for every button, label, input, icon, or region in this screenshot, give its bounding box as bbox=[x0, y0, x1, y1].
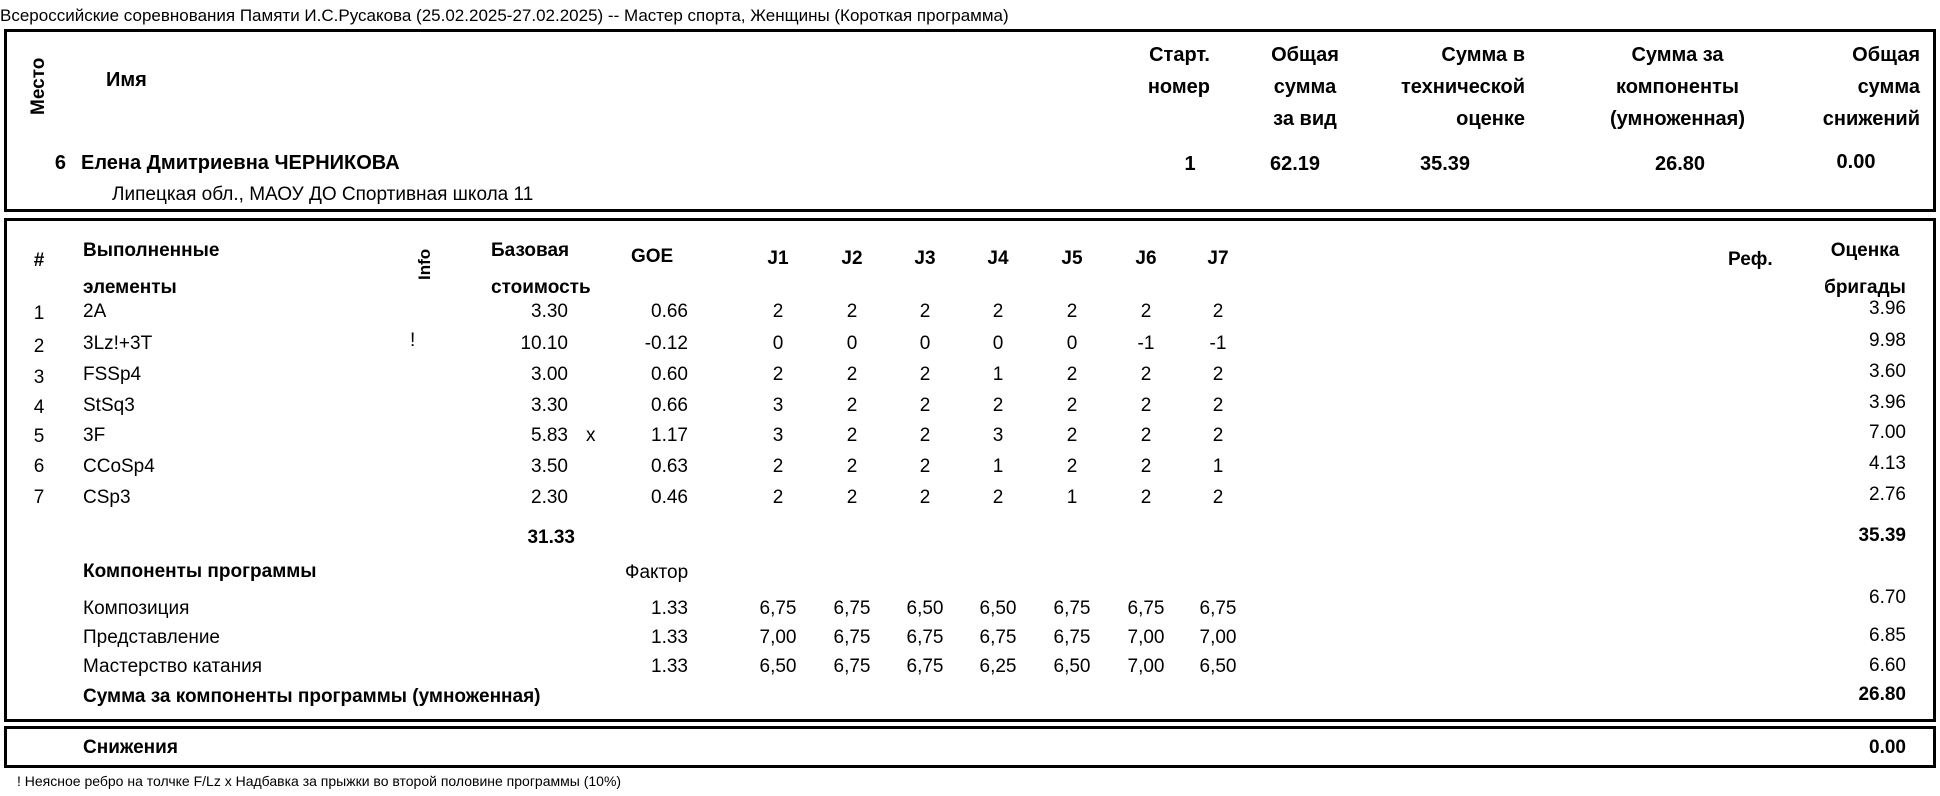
component-judge-score: 6,75 bbox=[833, 656, 871, 677]
judge-score: 2 bbox=[1212, 487, 1224, 508]
judge-score: 2 bbox=[992, 487, 1004, 508]
judge-header: J4 bbox=[987, 248, 1009, 269]
skater-club: Липецкая обл., МАОУ ДО Спортивная школа 11 bbox=[112, 184, 534, 205]
judge-header: J7 bbox=[1207, 248, 1229, 269]
element-code: CSp3 bbox=[83, 487, 131, 508]
header-line: номер bbox=[1147, 76, 1210, 98]
judge-score: 2 bbox=[1066, 425, 1078, 446]
judge-score: 2 bbox=[1066, 301, 1078, 322]
factor-header: Фактор bbox=[625, 562, 689, 583]
element-code: StSq3 bbox=[83, 395, 135, 416]
judge-score: 2 bbox=[992, 301, 1004, 322]
element-code: 3F bbox=[83, 425, 106, 446]
element-panel-score: 4.13 bbox=[1869, 453, 1906, 474]
element-goe: 1.17 bbox=[651, 425, 688, 446]
judge-score: 2 bbox=[1212, 425, 1224, 446]
element-number: 1 bbox=[33, 303, 45, 324]
component-judge-score: 6,75 bbox=[1053, 627, 1091, 648]
skater-name: Елена Дмитриевна ЧЕРНИКОВА bbox=[81, 152, 400, 174]
header-line: Общая bbox=[1271, 44, 1339, 66]
components-total-label: Сумма за компоненты программы (умноженная) bbox=[83, 686, 541, 707]
footnote: ! Неясное ребро на толчке F/Lz x Надбавка за прыжки во второй половине программы (10%) bbox=[17, 773, 622, 789]
component-judge-score: 7,00 bbox=[1127, 656, 1165, 677]
judge-header: J5 bbox=[1061, 248, 1083, 269]
element-panel-score: 7.00 bbox=[1869, 422, 1906, 443]
element-code: 2A bbox=[83, 301, 107, 322]
judge-score: 2 bbox=[1066, 395, 1078, 416]
element-bonus-mark: x bbox=[586, 425, 596, 446]
header-line: Сумма в bbox=[1441, 44, 1525, 66]
deductions-box bbox=[4, 726, 1936, 768]
component-judge-score: 7,00 bbox=[1199, 627, 1237, 648]
judge-score: 2 bbox=[1212, 301, 1224, 322]
components-total: 26.80 bbox=[1858, 684, 1906, 705]
element-panel-score: 3.96 bbox=[1869, 298, 1906, 319]
judge-score: 0 bbox=[1066, 333, 1078, 354]
judge-score: -1 bbox=[1209, 333, 1227, 354]
deductions-header bbox=[1800, 39, 1920, 135]
element-number: 7 bbox=[33, 487, 45, 508]
judge-score: 2 bbox=[1140, 301, 1152, 322]
component-factor: 1.33 bbox=[651, 656, 688, 677]
component-judge-score: 6,75 bbox=[1127, 598, 1165, 619]
component-judge-score: 7,00 bbox=[1127, 627, 1165, 648]
header-line: оценке bbox=[1456, 108, 1525, 130]
component-factor: 1.33 bbox=[651, 627, 688, 648]
header-line: технической bbox=[1400, 76, 1525, 98]
element-name-header bbox=[83, 232, 219, 306]
header-line: бригады bbox=[1824, 277, 1906, 298]
judge-score: 2 bbox=[1066, 456, 1078, 477]
element-goe: 0.46 bbox=[651, 487, 688, 508]
element-number: 2 bbox=[33, 336, 45, 357]
info-header: Info bbox=[415, 248, 434, 280]
component-judge-score: 6,75 bbox=[759, 598, 797, 619]
element-base-value: 10.10 bbox=[520, 333, 568, 354]
component-judge-score: 6,75 bbox=[906, 656, 944, 677]
judge-score: 2 bbox=[1140, 487, 1152, 508]
component-judge-score: 6,75 bbox=[833, 598, 871, 619]
skater-pcs: 26.80 bbox=[1654, 153, 1706, 175]
judge-score: 2 bbox=[846, 301, 858, 322]
judge-score: 0 bbox=[772, 333, 784, 354]
judge-score: 1 bbox=[1066, 487, 1078, 508]
element-number: 5 bbox=[33, 426, 45, 447]
element-num-header: # bbox=[33, 250, 45, 271]
deductions-value: 0.00 bbox=[1869, 737, 1906, 758]
header-line: элементы bbox=[83, 277, 177, 298]
judge-header: J1 bbox=[767, 248, 789, 269]
skater-rank: 6 bbox=[54, 152, 66, 174]
element-number: 3 bbox=[33, 367, 45, 388]
judge-score: 2 bbox=[919, 364, 931, 385]
judge-score: 2 bbox=[1212, 395, 1224, 416]
skater-total-score: 62.19 bbox=[1269, 153, 1321, 175]
component-judge-score: 6,75 bbox=[1199, 598, 1237, 619]
judge-score: 2 bbox=[919, 456, 931, 477]
start-number-header bbox=[1100, 39, 1210, 103]
judge-score: 2 bbox=[846, 487, 858, 508]
base-value-header bbox=[491, 232, 591, 306]
header-line: стоимость bbox=[491, 277, 591, 298]
deductions-label: Снижения bbox=[83, 737, 178, 758]
judge-score: 3 bbox=[992, 425, 1004, 446]
name-header: Имя bbox=[106, 69, 147, 91]
component-factor: 1.33 bbox=[651, 598, 688, 619]
judge-score: 0 bbox=[919, 333, 931, 354]
place-header: Место bbox=[28, 57, 49, 115]
judge-score: 1 bbox=[1212, 456, 1224, 477]
component-judge-score: 6,75 bbox=[1053, 598, 1091, 619]
competition-title: Всероссийские соревнования Памяти И.С.Русакова (25.02.2025-27.02.2025) -- Мастер спорта, Женщины (Короткая программа) bbox=[0, 6, 1009, 25]
judge-score: 2 bbox=[846, 456, 858, 477]
judge-score: 1 bbox=[992, 364, 1004, 385]
pcs-header bbox=[1570, 39, 1785, 135]
component-judge-score: 7,00 bbox=[759, 627, 797, 648]
judge-header: J3 bbox=[914, 248, 936, 269]
judge-header: J6 bbox=[1135, 248, 1157, 269]
judge-score: 0 bbox=[992, 333, 1004, 354]
element-panel-score: 3.60 bbox=[1869, 361, 1906, 382]
element-base-value: 3.30 bbox=[531, 301, 568, 322]
element-base-value: 3.00 bbox=[531, 364, 568, 385]
element-code: FSSp4 bbox=[83, 364, 142, 385]
component-name: Композиция bbox=[83, 598, 190, 619]
header-line: Оценка bbox=[1830, 240, 1900, 261]
judge-score: 2 bbox=[772, 301, 784, 322]
judge-score: -1 bbox=[1137, 333, 1155, 354]
referee-header: Реф. bbox=[1728, 249, 1773, 270]
header-line: сумма bbox=[1857, 76, 1920, 98]
component-judge-score: 6,75 bbox=[833, 627, 871, 648]
component-name: Мастерство катания bbox=[83, 656, 262, 677]
goe-header: GOE bbox=[631, 246, 674, 267]
component-judge-score: 6,75 bbox=[979, 627, 1017, 648]
element-number: 6 bbox=[33, 456, 45, 477]
header-line: Выполненные bbox=[83, 240, 220, 261]
header-line: Сумма за bbox=[1631, 44, 1724, 66]
element-goe: 0.66 bbox=[651, 301, 688, 322]
judge-score: 2 bbox=[772, 456, 784, 477]
component-judge-score: 6,50 bbox=[1199, 656, 1237, 677]
judge-score: 2 bbox=[846, 364, 858, 385]
element-panel-score: 2.76 bbox=[1869, 484, 1906, 505]
component-score: 6.60 bbox=[1869, 655, 1906, 676]
header-line: компоненты bbox=[1616, 76, 1739, 98]
judge-score: 2 bbox=[772, 487, 784, 508]
element-info: ! bbox=[410, 330, 416, 351]
header-line: сумма bbox=[1273, 76, 1337, 98]
judge-score: 0 bbox=[846, 333, 858, 354]
tes-header bbox=[1360, 39, 1525, 135]
judge-score: 2 bbox=[846, 425, 858, 446]
header-line: Базовая bbox=[491, 240, 570, 261]
element-base-value: 2.30 bbox=[531, 487, 568, 508]
element-base-value: 3.50 bbox=[531, 456, 568, 477]
element-code: CCoSp4 bbox=[83, 456, 155, 477]
component-judge-score: 6,50 bbox=[759, 656, 797, 677]
judge-score: 2 bbox=[919, 487, 931, 508]
element-goe: -0.12 bbox=[644, 333, 688, 354]
judge-score: 3 bbox=[772, 425, 784, 446]
judge-header: J2 bbox=[841, 248, 863, 269]
element-goe: 0.60 bbox=[651, 364, 688, 385]
judge-score: 2 bbox=[1140, 425, 1152, 446]
header-line: (умноженная) bbox=[1610, 108, 1745, 130]
judge-score: 1 bbox=[992, 456, 1004, 477]
element-panel-score: 3.96 bbox=[1869, 392, 1906, 413]
total-score-header bbox=[1250, 39, 1360, 135]
judge-score: 2 bbox=[772, 364, 784, 385]
elements-score-total: 35.39 bbox=[1858, 525, 1906, 546]
components-title: Компоненты программы bbox=[83, 561, 317, 582]
judge-score: 2 bbox=[919, 395, 931, 416]
judge-score: 2 bbox=[1140, 456, 1152, 477]
header-line: за вид bbox=[1273, 108, 1337, 130]
element-base-value: 3.30 bbox=[531, 395, 568, 416]
component-score: 6.85 bbox=[1869, 625, 1906, 646]
panel-score-header bbox=[1810, 232, 1920, 306]
skater-start-number: 1 bbox=[1184, 153, 1196, 175]
element-goe: 0.63 bbox=[651, 456, 688, 477]
element-panel-score: 9.98 bbox=[1869, 330, 1906, 351]
component-judge-score: 6,50 bbox=[1053, 656, 1091, 677]
base-value-total: 31.33 bbox=[527, 527, 575, 548]
judge-score: 3 bbox=[772, 395, 784, 416]
judge-score: 2 bbox=[1066, 364, 1078, 385]
component-score: 6.70 bbox=[1869, 587, 1906, 608]
judge-score: 2 bbox=[992, 395, 1004, 416]
judge-score: 2 bbox=[1140, 364, 1152, 385]
element-base-value: 5.83 bbox=[531, 425, 568, 446]
component-judge-score: 6,50 bbox=[906, 598, 944, 619]
header-line: снижений bbox=[1822, 108, 1920, 130]
judge-score: 2 bbox=[919, 425, 931, 446]
skater-deductions: 0.00 bbox=[1836, 151, 1876, 173]
component-judge-score: 6,25 bbox=[979, 656, 1017, 677]
judge-score: 2 bbox=[1212, 364, 1224, 385]
element-number: 4 bbox=[33, 397, 45, 418]
judge-score: 2 bbox=[1140, 395, 1152, 416]
component-judge-score: 6,50 bbox=[979, 598, 1017, 619]
element-code: 3Lz!+3T bbox=[83, 333, 153, 354]
judge-score: 2 bbox=[846, 395, 858, 416]
header-line: Общая bbox=[1852, 44, 1920, 66]
element-goe: 0.66 bbox=[651, 395, 688, 416]
skater-tes: 35.39 bbox=[1419, 153, 1471, 175]
judge-score: 2 bbox=[919, 301, 931, 322]
component-judge-score: 6,75 bbox=[906, 627, 944, 648]
component-name: Представление bbox=[83, 627, 220, 648]
header-line: Старт. bbox=[1149, 44, 1210, 66]
